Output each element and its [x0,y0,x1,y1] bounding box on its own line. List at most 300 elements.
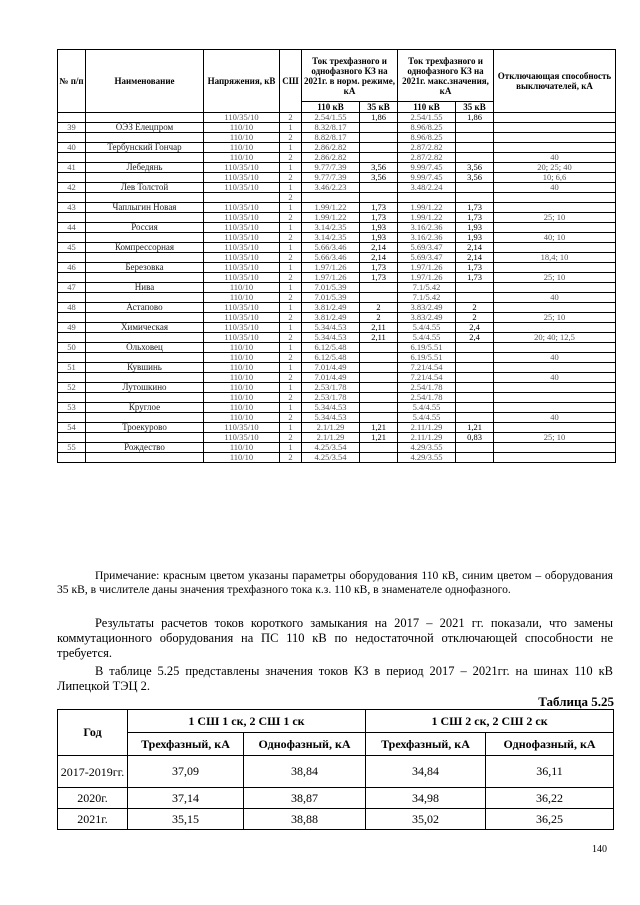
cell-breaker [494,283,616,293]
cell-max-35: 2,14 [456,243,494,253]
cell-max-110: 1.99/1.22 [398,213,456,223]
cell-max-110: 9.99/7.45 [398,163,456,173]
cell-bus: 2 [280,353,302,363]
cell-bus: 2 [280,253,302,263]
cell-max-35: 2 [456,303,494,313]
table-row [58,353,616,363]
cell-norm-110: 5.34/4.53 [302,413,360,423]
cell-norm-35: 1,86 [360,113,398,123]
cell-bus: 2 [280,273,302,283]
cell-max-110: 5.4/4.55 [398,323,456,333]
cell-norm-35 [360,193,398,203]
header-norm-current: Ток трехфазного и однофазного КЗ на 2021г. в норм. режиме, кА [302,50,398,102]
cell-max-35 [456,393,494,403]
cell-voltage: 110/10 [204,453,280,463]
cell-breaker [494,363,616,373]
note-text: Примечание: красным цветом указаны параметры оборудования 110 кВ, синим цветом – оборудования 35 кВ, в числителе даны значения трехфазного тока к.з. 110 кВ, в знаменателе однофазного. [57,569,613,596]
cell-bus: 2 [280,413,302,423]
cell-norm-35 [360,393,398,403]
cell-breaker [494,423,616,433]
cell-breaker: 25; 10 [494,213,616,223]
cell-breaker: 25; 10 [494,313,616,323]
cell-breaker: 40 [494,293,616,303]
cell-num: 45 [58,243,86,253]
cell-norm-35 [360,383,398,393]
cell-norm-110: 3.81/2.49 [302,303,360,313]
cell-norm-35: 1,73 [360,263,398,273]
cell-max-110: 7.1/5.42 [398,283,456,293]
cell-norm-35: 1,93 [360,223,398,233]
cell-max-110: 7.1/5.42 [398,293,456,303]
cell-voltage: 110/35/10 [204,173,280,183]
cell-name: Тербунский Гончар [86,143,204,153]
cell-g1-three: 37,14 [128,788,244,809]
cell-max-110: 2.87/2.82 [398,143,456,153]
cell-norm-110: 1.97/1.26 [302,263,360,273]
table-row [58,163,616,173]
cell-bus: 2 [280,293,302,303]
year-header: Год [58,710,128,756]
three-phase-header: Трехфазный, кА [128,733,244,756]
cell-norm-35 [360,293,398,303]
cell-name [86,133,204,143]
cell-breaker: 25; 10 [494,433,616,443]
table-row [58,403,616,413]
cell-norm-110: 1.99/1.22 [302,213,360,223]
cell-max-110: 9.99/7.45 [398,173,456,183]
cell-num [58,173,86,183]
cell-voltage: 110/35/10 [204,213,280,223]
cell-bus: 2 [280,453,302,463]
cell-breaker [494,393,616,403]
cell-num: 43 [58,203,86,213]
cell-num [58,113,86,123]
cell-voltage: 110/10 [204,343,280,353]
cell-bus: 1 [280,443,302,453]
cell-voltage: 110/10 [204,143,280,153]
cell-max-35: 0,83 [456,433,494,443]
cell-voltage: 110/35/10 [204,223,280,233]
table-row [58,143,616,153]
cell-breaker [494,383,616,393]
cell-norm-110: 7.01/5.39 [302,293,360,303]
cell-max-35: 2,14 [456,253,494,263]
cell-max-110: 2.54/1.55 [398,113,456,123]
cell-max-110: 2.11/1.29 [398,433,456,443]
cell-name: Астапово [86,303,204,313]
cell-num [58,193,86,203]
cell-max-110: 3.83/2.49 [398,313,456,323]
cell-max-110: 2.54/1.78 [398,393,456,403]
cell-name [86,273,204,283]
page-number: 140 [592,844,607,855]
cell-max-110: 1.97/1.26 [398,263,456,273]
cell-voltage: 110/10 [204,393,280,403]
cell-breaker [494,193,616,203]
cell-bus: 2 [280,213,302,223]
cell-num: 54 [58,423,86,433]
cell-name [86,333,204,343]
cell-norm-110: 7.01/4.49 [302,373,360,383]
cell-breaker [494,343,616,353]
cell-num: 46 [58,263,86,273]
cell-max-110: 1.99/1.22 [398,203,456,213]
cell-max-110: 8.96/8.25 [398,133,456,143]
cell-voltage: 110/10 [204,443,280,453]
cell-max-110: 5.69/3.47 [398,243,456,253]
cell-num: 44 [58,223,86,233]
table-row [58,363,616,373]
cell-norm-35 [360,343,398,353]
table-row [58,293,616,303]
results-paragraph: Результаты расчетов токов короткого замыкания на 2017 – 2021 гг. показали, что замены коммутационного оборудования на ПС 110 кВ по недостаточной отключающей способности не требуется. [57,616,613,660]
cell-norm-35: 1,73 [360,213,398,223]
cell-max-110: 3.16/2.36 [398,233,456,243]
cell-voltage: 110/10 [204,363,280,373]
cell-norm-110: 7.01/5.39 [302,283,360,293]
cell-bus: 2 [280,153,302,163]
cell-max-35: 1,21 [456,423,494,433]
cell-norm-35: 2 [360,313,398,323]
table-row [58,263,616,273]
cell-voltage: 110/10 [204,413,280,423]
cell-voltage: 110/35/10 [204,333,280,343]
cell-g1-single: 38,84 [244,756,366,788]
cell-bus: 1 [280,363,302,373]
cell-bus: 1 [280,423,302,433]
cell-norm-35 [360,183,398,193]
cell-norm-35: 2,11 [360,333,398,343]
header-max-current: Ток трехфазного и однофазного КЗ на 2021г. макс.значения, кА [398,50,494,102]
cell-name: Компрессорная [86,243,204,253]
table-row [58,383,616,393]
cell-norm-35: 2,11 [360,323,398,333]
table-row [58,173,616,183]
header-110kv: 110 кВ [302,102,360,113]
table-row [58,153,616,163]
cell-bus: 1 [280,403,302,413]
cell-voltage: 110/35/10 [204,163,280,173]
cell-voltage: 110/10 [204,293,280,303]
cell-num: 50 [58,343,86,353]
cell-bus: 2 [280,333,302,343]
cell-voltage: 110/35/10 [204,323,280,333]
cell-breaker: 40 [494,373,616,383]
cell-voltage: 110/35/10 [204,303,280,313]
cell-max-35: 2 [456,313,494,323]
cell-breaker: 40 [494,353,616,363]
cell-max-35: 3,56 [456,173,494,183]
cell-breaker [494,113,616,123]
cell-breaker: 40; 10 [494,233,616,243]
cell-norm-110 [302,193,360,203]
cell-norm-35: 2,14 [360,253,398,263]
cell-norm-110: 8.32/8.17 [302,123,360,133]
cell-max-110: 5.4/4.55 [398,333,456,343]
cell-bus: 1 [280,243,302,253]
cell-num [58,213,86,223]
cell-name: Лутошкино [86,383,204,393]
cell-g1-single: 38,88 [244,809,366,830]
table-row [58,443,616,453]
cell-breaker [494,143,616,153]
cell-max-35 [456,293,494,303]
cell-max-110: 1.97/1.26 [398,273,456,283]
cell-breaker [494,263,616,273]
cell-bus: 1 [280,343,302,353]
cell-num: 55 [58,443,86,453]
cell-voltage: 110/35/10 [204,113,280,123]
cell-voltage: 110/35/10 [204,243,280,253]
cell-name: Ольховец [86,343,204,353]
cell-norm-35 [360,283,398,293]
cell-max-110: 4.29/3.55 [398,453,456,463]
cell-num [58,353,86,363]
cell-norm-35 [360,453,398,463]
header-num: № п/п [58,50,86,113]
table-row [58,809,614,830]
cell-year: 2017-2019гг. [58,756,128,788]
cell-max-35 [456,373,494,383]
single-phase-header: Однофазный, кА [244,733,366,756]
cell-max-35 [456,413,494,423]
header-name: Наименование [86,50,204,113]
tec2-current-table [57,709,614,830]
table-row [58,453,616,463]
cell-norm-110: 2.53/1.78 [302,383,360,393]
table-row [58,423,616,433]
cell-norm-110: 5.34/4.53 [302,333,360,343]
cell-name [86,233,204,243]
cell-bus: 1 [280,323,302,333]
cell-num: 51 [58,363,86,373]
cell-num [58,233,86,243]
cell-breaker: 40 [494,153,616,163]
cell-g2-single: 36,22 [486,788,614,809]
table-row [58,313,616,323]
cell-name: Рождество [86,443,204,453]
table-row [58,413,616,423]
cell-name: Березовка [86,263,204,273]
cell-num: 52 [58,383,86,393]
cell-bus: 1 [280,283,302,293]
table-row [58,303,616,313]
cell-max-35 [456,453,494,463]
cell-max-110: 2.54/1.78 [398,383,456,393]
cell-norm-35 [360,123,398,133]
table-row [58,243,616,253]
header-bus: СШ [280,50,302,113]
cell-norm-110: 3.81/2.49 [302,313,360,323]
cell-norm-35 [360,373,398,383]
cell-norm-110: 7.01/4.49 [302,363,360,373]
cell-name [86,453,204,463]
cell-bus: 2 [280,433,302,443]
cell-norm-110: 6.12/5.48 [302,343,360,353]
table-body [58,756,614,830]
cell-max-35: 1,73 [456,273,494,283]
cell-norm-110: 3.46/2.23 [302,183,360,193]
cell-norm-35 [360,363,398,373]
cell-norm-35 [360,133,398,143]
cell-max-110: 5.4/4.55 [398,403,456,413]
cell-num [58,333,86,343]
cell-voltage: 110/35/10 [204,313,280,323]
cell-num [58,253,86,263]
cell-max-35 [456,183,494,193]
cell-max-35 [456,443,494,453]
cell-num: 39 [58,123,86,133]
cell-num: 48 [58,303,86,313]
three-phase-header: Трехфазный, кА [366,733,486,756]
cell-name: Химическая [86,323,204,333]
cell-num: 40 [58,143,86,153]
header-breaker-capacity: Отключающая способность выключателей, кА [494,50,616,113]
cell-bus: 2 [280,373,302,383]
cell-breaker: 10; 6,6 [494,173,616,183]
cell-breaker: 18,4; 10 [494,253,616,263]
cell-norm-35 [360,143,398,153]
cell-max-110: 2.11/1.29 [398,423,456,433]
cell-max-110 [398,193,456,203]
cell-norm-110: 6.12/5.48 [302,353,360,363]
cell-norm-35 [360,413,398,423]
cell-max-35 [456,383,494,393]
cell-norm-110: 9.77/7.39 [302,173,360,183]
cell-year: 2021г. [58,809,128,830]
cell-voltage: 110/35/10 [204,233,280,243]
cell-max-110: 6.19/5.51 [398,353,456,363]
table-row [58,193,616,203]
short-circuit-table [57,49,616,463]
table-row [58,253,616,263]
cell-norm-110: 5.66/3.46 [302,243,360,253]
cell-max-35: 1,73 [456,203,494,213]
cell-bus: 1 [280,143,302,153]
cell-voltage: 110/35/10 [204,183,280,193]
cell-breaker: 20; 40; 12,5 [494,333,616,343]
header-110kv: 110 кВ [398,102,456,113]
cell-bus: 1 [280,383,302,393]
cell-name: Нива [86,283,204,293]
cell-num: 42 [58,183,86,193]
table-row [58,343,616,353]
cell-norm-110: 2.54/1.55 [302,113,360,123]
cell-max-35 [456,283,494,293]
header-35kv: 35 кВ [456,102,494,113]
table-row [58,323,616,333]
cell-name [86,313,204,323]
cell-norm-35: 3,56 [360,163,398,173]
table-row [58,393,616,403]
cell-num [58,133,86,143]
cell-breaker: 40 [494,183,616,193]
cell-bus: 1 [280,203,302,213]
cell-max-110: 3.16/2.36 [398,223,456,233]
table-row [58,433,616,443]
cell-max-35: 1,86 [456,113,494,123]
table-intro-paragraph: В таблице 5.25 представлены значения токов КЗ в период 2017 – 2021гг. на шинах 110 кВ Липецкой ТЭЦ 2. [57,664,613,693]
cell-name [86,173,204,183]
cell-max-110: 6.19/5.51 [398,343,456,353]
cell-max-110: 5.4/4.55 [398,413,456,423]
cell-breaker [494,303,616,313]
cell-bus: 1 [280,123,302,133]
cell-bus: 1 [280,303,302,313]
cell-num [58,413,86,423]
cell-max-35 [456,123,494,133]
table-row [58,788,614,809]
cell-max-35 [456,363,494,373]
single-phase-header: Однофазный, кА [486,733,614,756]
group1-header: 1 СШ 1 ск, 2 СШ 1 ск [128,710,366,733]
cell-norm-35: 3,56 [360,173,398,183]
cell-name [86,373,204,383]
cell-max-110: 8.96/8.25 [398,123,456,133]
cell-name: Троекурово [86,423,204,433]
cell-bus: 2 [280,133,302,143]
cell-breaker [494,203,616,213]
cell-g2-single: 36,25 [486,809,614,830]
cell-max-35 [456,353,494,363]
cell-num [58,393,86,403]
cell-g2-single: 36,11 [486,756,614,788]
cell-max-110: 7.21/4.54 [398,373,456,383]
cell-max-35: 1,73 [456,213,494,223]
table-body [58,113,616,463]
cell-name: Россия [86,223,204,233]
cell-max-110: 3.48/2.24 [398,183,456,193]
table-row [58,233,616,243]
cell-max-35: 1,93 [456,233,494,243]
cell-norm-110: 4.25/3.54 [302,453,360,463]
cell-max-110: 3.83/2.49 [398,303,456,313]
cell-num [58,293,86,303]
cell-breaker [494,223,616,233]
cell-num: 49 [58,323,86,333]
cell-name: Круглое [86,403,204,413]
cell-name: Лебедянь [86,163,204,173]
cell-num [58,373,86,383]
cell-norm-35 [360,353,398,363]
cell-max-35 [456,193,494,203]
header-35kv: 35 кВ [360,102,398,113]
cell-name: Кувшинь [86,363,204,373]
cell-bus: 1 [280,263,302,273]
cell-g1-single: 38,87 [244,788,366,809]
cell-num: 47 [58,283,86,293]
cell-g1-three: 35,15 [128,809,244,830]
table-caption: Таблица 5.25 [538,694,614,709]
cell-voltage: 110/10 [204,353,280,363]
cell-norm-110: 2.86/2.82 [302,153,360,163]
cell-bus: 1 [280,223,302,233]
cell-norm-35 [360,403,398,413]
cell-num [58,153,86,163]
cell-g1-three: 37,09 [128,756,244,788]
cell-bus: 2 [280,393,302,403]
cell-breaker: 20; 25; 40 [494,163,616,173]
cell-norm-110: 2.86/2.82 [302,143,360,153]
table-row [58,213,616,223]
cell-voltage: 110/35/10 [204,253,280,263]
cell-name [86,293,204,303]
cell-max-110: 5.69/3.47 [398,253,456,263]
cell-voltage: 110/35/10 [204,273,280,283]
cell-norm-110: 4.25/3.54 [302,443,360,453]
cell-voltage: 110/10 [204,373,280,383]
cell-g2-three: 34,84 [366,756,486,788]
